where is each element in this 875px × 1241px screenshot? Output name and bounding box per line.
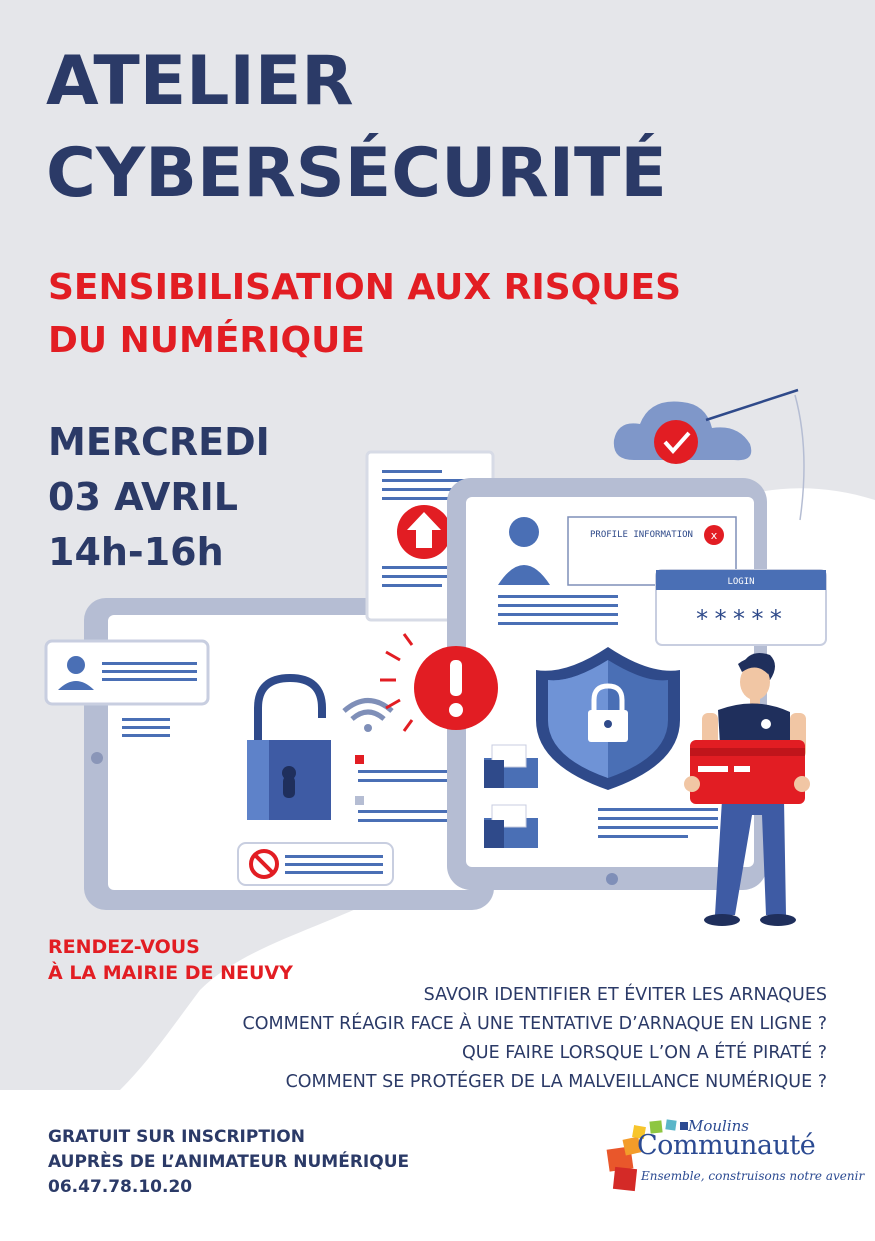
event-day: MERCREDI xyxy=(48,420,270,464)
title-line-1: ATELIER xyxy=(46,42,354,121)
close-icon xyxy=(704,525,724,545)
topic-item: COMMENT SE PROTÉGER DE LA MALVEILLANCE NUMÉRIQUE ? xyxy=(285,1072,827,1092)
subtitle-line-2: DU NUMÉRIQUE xyxy=(48,320,365,361)
event-date: 03 AVRIL xyxy=(48,475,238,519)
registration-line-1: GRATUIT SUR INSCRIPTION xyxy=(48,1127,305,1147)
subtitle-line-1: SENSIBILISATION AUX RISQUES xyxy=(48,267,682,308)
topic-item: QUE FAIRE LORSQUE L’ON A ÉTÉ PIRATÉ ? xyxy=(462,1043,827,1063)
topic-item: COMMENT RÉAGIR FACE À UNE TENTATIVE D’ARNAQUE EN LIGNE ? xyxy=(242,1014,827,1034)
login-card xyxy=(656,570,826,645)
topic-item: SAVOIR IDENTIFIER ET ÉVITER LES ARNAQUES xyxy=(423,985,827,1005)
venue-line-2: À LA MAIRIE DE NEUVY xyxy=(48,962,293,984)
venue-line-1: RENDEZ-VOUS xyxy=(48,936,200,958)
upload-icon xyxy=(397,505,451,559)
title-line-2: CYBERSÉCURITÉ xyxy=(46,134,667,213)
registration-line-2: AUPRÈS DE L’ANIMATEUR NUMÉRIQUE xyxy=(48,1152,410,1172)
svg-text:x: x xyxy=(710,529,718,542)
profile-label: PROFILE INFORMATION xyxy=(590,530,693,540)
forbidden-card xyxy=(238,843,393,885)
credit-card-icon xyxy=(690,740,805,804)
logo-tagline: Ensemble, construisons notre avenir xyxy=(641,1169,865,1183)
login-label: LOGIN xyxy=(727,577,755,587)
logo-name-main: Communauté xyxy=(637,1130,816,1161)
logo-name-top: Moulins xyxy=(688,1117,750,1135)
phone-number[interactable]: 06.47.78.10.20 xyxy=(48,1177,193,1197)
event-time: 14h-16h xyxy=(48,530,224,574)
cybersecurity-illustration xyxy=(0,380,875,940)
password-mask: ***** xyxy=(694,605,788,633)
